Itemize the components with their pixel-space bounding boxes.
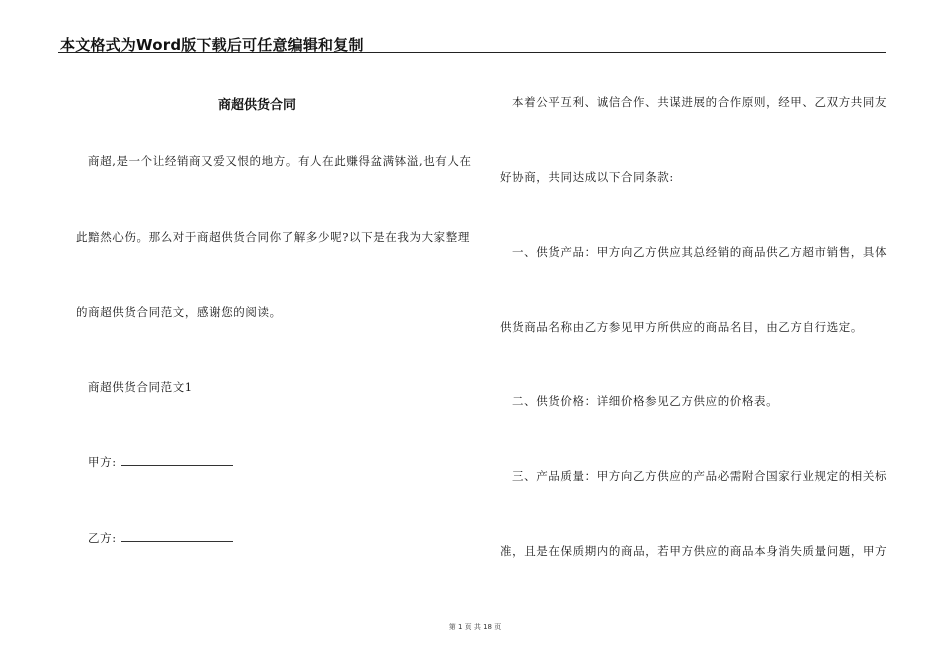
party-b-field <box>88 530 233 546</box>
party-a-field <box>88 454 233 470</box>
document-header-title: 本文格式为Word版下载后可任意编辑和复制 <box>60 36 364 54</box>
header-divider <box>58 52 886 53</box>
party-a-blank <box>121 455 233 466</box>
clause-3-line: 准，且是在保质期内的商品，若甲方供应的商品本身消失质量问题，甲方 <box>500 544 888 558</box>
sample-heading: 商超供货合同范文1 <box>88 380 193 394</box>
clause-1-line: 一、供货产品：甲方向乙方供应其总经销的商品供乙方超市销售，具体 <box>512 245 888 259</box>
party-b-label: 乙方: <box>88 531 117 545</box>
left-paragraph-line: 此黯然心伤。那么对于商超供货合同你了解多少呢?以下是在我为大家整理 <box>76 230 470 244</box>
left-paragraph-line: 的商超供货合同范文，感谢您的阅读。 <box>76 305 282 319</box>
contract-title: 商超供货合同 <box>218 98 297 113</box>
page-number: 第 1 页 共 18 页 <box>448 623 502 631</box>
party-b-blank <box>121 531 233 542</box>
clause-2-line: 二、供货价格：详细价格参见乙方供应的价格表。 <box>512 394 779 408</box>
right-paragraph-line: 好协商，共同达成以下合同条款: <box>500 170 674 184</box>
left-paragraph-line: 商超,是一个让经销商又爱又恨的地方。有人在此赚得盆满钵溢,也有人在 <box>88 154 472 168</box>
right-paragraph-line: 本着公平互利、诚信合作、共谋进展的合作原则，经甲、乙双方共同友 <box>512 95 888 109</box>
party-a-label: 甲方: <box>88 455 117 469</box>
clause-1-line: 供货商品名称由乙方参见甲方所供应的商品名目，由乙方自行选定。 <box>500 320 863 334</box>
clause-3-line: 三、产品质量：甲方向乙方供应的产品必需附合国家行业规定的相关标 <box>512 469 888 483</box>
